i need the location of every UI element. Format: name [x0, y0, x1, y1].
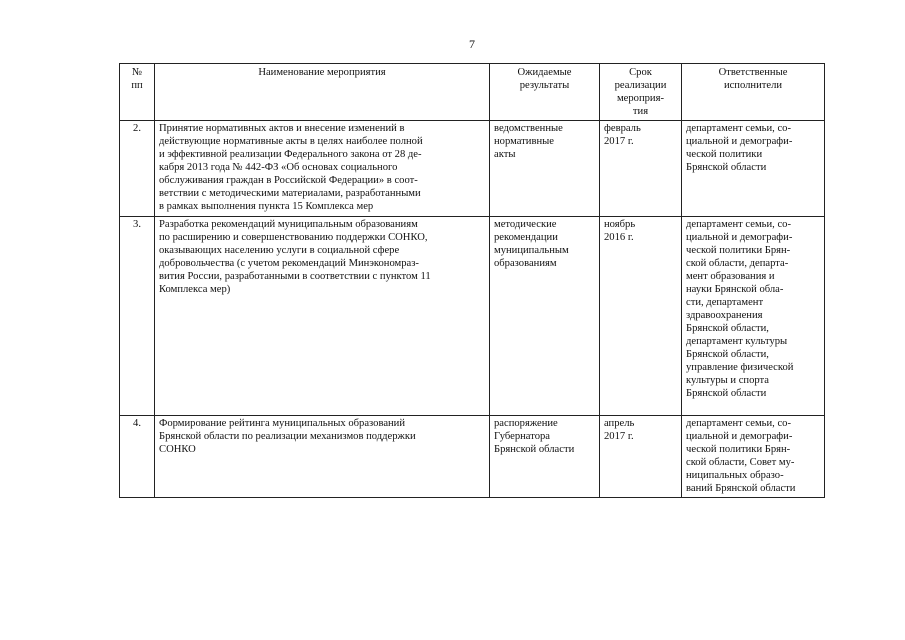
expected-results: методические рекомендации муниципальным образованиям	[490, 217, 600, 416]
header-measure-name: Наименование мероприятия	[155, 64, 490, 121]
expected-results: ведомственные нормативные акты	[490, 121, 600, 217]
implementation-term: апрель 2017 г.	[600, 416, 682, 498]
responsible-executors: департамент семьи, со- циальной и демографи- ческой политики Брянской области	[682, 121, 825, 217]
responsible-executors: департамент семьи, со- циальной и демографи- ческой политики Брян- ской области, Совет му- ниципальных образо- ваний Брянской области	[682, 416, 825, 498]
row-number: 3.	[120, 217, 155, 416]
implementation-term: февраль 2017 г.	[600, 121, 682, 217]
row-number: 2.	[120, 121, 155, 217]
header-implementation-term: Срок реализации мероприя- тия	[600, 64, 682, 121]
header-expected-results: Ожидаемые результаты	[490, 64, 600, 121]
table-header-row	[120, 64, 825, 121]
expected-results: распоряжение Губернатора Брянской области	[490, 416, 600, 498]
responsible-executors: департамент семьи, со- циальной и демографи- ческой политики Брян- ской области, департа- мент образования и науки Брянской обла- сти, департамент здравоохранения Брянской области, департамент культуры Брянской области, управление физической культуры и спорта Брянской области	[682, 217, 825, 416]
table-row	[120, 416, 825, 498]
measure-name: Формирование рейтинга муниципальных образований Брянской области по реализации механизмов поддержки СОНКО	[155, 416, 490, 498]
measure-name: Принятие нормативных актов и внесение изменений в действующие нормативные акты в целях наиболее полной и эффективной реализации Федерального закона от 28 де- кабря 2013 года № 442-ФЗ «Об основах социального обслуживания граждан в Российской Федерации» в соот- ветствии с методическими материалами, разработанными в рамках выполнения пункта 15 Комплекса мер	[155, 121, 490, 217]
page-number: 7	[469, 37, 475, 51]
measure-name: Разработка рекомендаций муниципальным образованиям по расширению и совершенствованию поддержки СОНКО, оказывающих населению услуги в социальной сфере добровольчества (с учетом рекомендаций Минэкономраз- вития России, разработанными в соответствии с пунктом 11 Комплекса мер)	[155, 217, 490, 416]
table-row	[120, 121, 825, 217]
implementation-term: ноябрь 2016 г.	[600, 217, 682, 416]
measures-table	[119, 63, 825, 498]
header-responsible: Ответственные исполнители	[682, 64, 825, 121]
header-number: № пп	[120, 64, 155, 121]
row-number: 4.	[120, 416, 155, 498]
table-row	[120, 217, 825, 416]
